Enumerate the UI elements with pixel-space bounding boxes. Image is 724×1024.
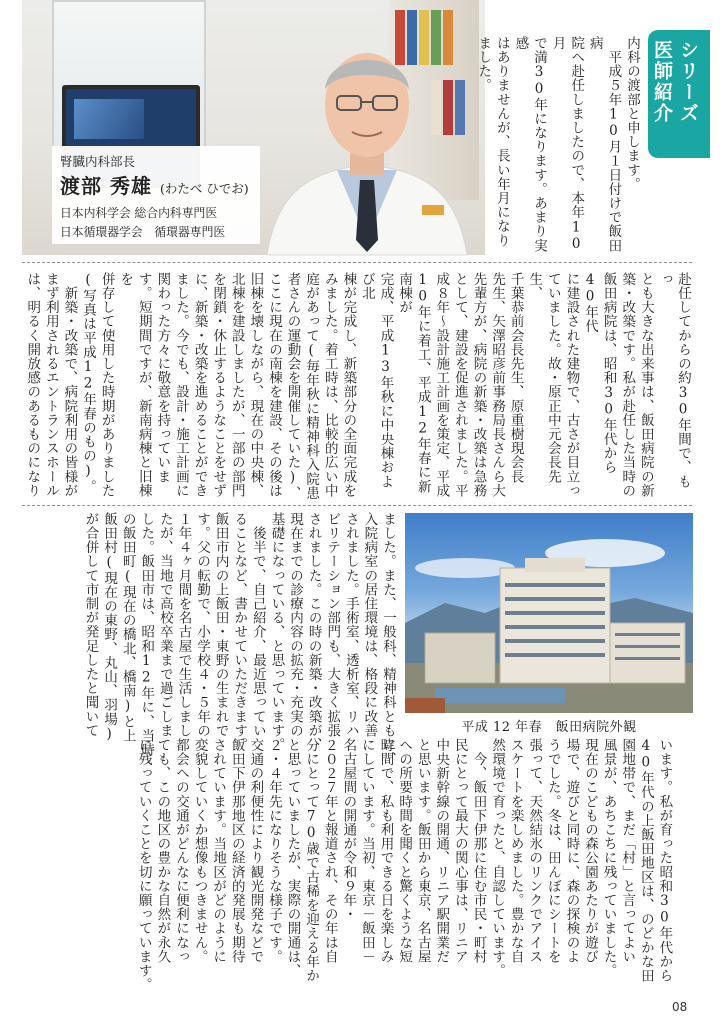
article-text-middle: 赴任してからの約30年間で、もっ とも大きな出来事は、飯田病院の新 築・改築です。私が赴任した当時の 飯田病院は、昭和30年代から40年代 に建設された建物で、古さが目立っ ていました。故・原正中元会長先生、 千葉恭前会長先生、原重樹現会長 先生、矢澤昭彦前事務局長さんら大 先輩方が、病院の新築・改築は急務 として、建設を促進されました。平 成８年～設計施工計画を策定、平成 10年に着工、平成12年春に新南棟が 完成、平成13年秋に中央棟および北 棟が完成し、新築部分の全面完成を みました。着工時は、比較的広い中 庭があって(毎年秋に精神科入院患 者さんの運動会を開催していた)、 ここに現在の南棟を建設、その後は 旧棟を壊しながら、現在の中央棟、 北棟を建設しましたが、一部の部門 を閉鎖・休止するようなことをせず に、新築・改築を進めることができ ました。今でも、設計・施工計画に 関わった方々に敬意を持っていま す。短期間ですが、新南病棟と旧棟を 併存して使用した時期がありました (写真は平成12年春のもの)。 新築・改築で、病院利用の皆様が まず利用されるエントランスホール は、明るく開放感のあるものになり: [24, 272, 691, 501]
series-badge-line2: 医師紹介: [651, 40, 673, 124]
hospital-photo-caption: 平成 12 年春 飯田病院外観: [461, 720, 637, 735]
section-divider: [22, 262, 692, 263]
hospital-exterior-photo: [405, 513, 693, 713]
article-text-bottom-right-wrapper: [135, 738, 692, 993]
doctor-portrait-figure: [252, 30, 482, 255]
page-number: 08: [672, 1000, 688, 1014]
article-text-bottom-right: います。私が育った昭和30年代から 40年代の上飯田地区は、のどかな田 園地帯で、まだ「村」と言ってよい 風景が、あちこちに残っていました。 現在のこどもの森公園あたりが遊び 場で、遊びと同時に、森の探検のよ うでした。冬は、田んぼにシートを 張って、天然結氷のリンクでアイス スケートを楽しめました。豊かな自 然環境で育ったと、自認しています。 今、飯田下伊那に住む市民・町村 民にとって最大の関心事は、リニア 中央新幹線の開通、リニア駅開業だ と思います。飯田から東京、名古屋 への所要時間を聞くと驚くような短 時間で、私も利用できる日を楽しみ にしています。当初、東京－飯田－ 名古屋間の開通が令和９年・ ２０２７年と報道され、その年は自 分にとって70歳で古稀を迎える年か と思っていましたが、実際の開通は、 ２・４年先になりそうな様子です。 交通の利便性により観光開発などで 飯田下伊那地区の経済的発展も期待 されています。当地区がどのように 変貌していくか想像もつきません。 都会への交通がどんなに便利になっ ても、この地区の豊かな自然が永久 に残っていくことを切に願っています。: [135, 738, 673, 992]
article-text-bottom-left: ました。また、一般科、精神科ともに、 入院病室の居住環境は、格段に改善 されました。手術室、透析室、リハ ビリテーション部門も、大きく拡張 されました。この時の新築・改築が、 現在までの診療内容の拡充・充実の 基礎になっている、と思っています。 後半で、自己紹介、最近思ってい ることなど、書かせていただきます。 飯田市内の上飯田・東野の生まれで す。父の転勤で、小学校４・５年の １年４ヶ月間を名古屋で生活しまし たが、当地で高校卒業まで過ごしま した。飯田市は、昭和12年に、当時 の飯田町(現在の橋北、橋南)と上 飯田村(現在の東野、丸山、羽場) が合併して市制が発足したと聞いて: [82, 512, 396, 766]
certification: 日本循環器学会 循環器専門医: [60, 225, 226, 239]
article-text-intro: 内科の渡部と申します。 平成５年10月１日付けで飯田病 院へ赴任しましたので、本年10月 で満30年になります。あまり実感 はありませんが、長い年月になり ました。: [475, 36, 640, 253]
doctor-caption: [52, 146, 260, 244]
series-badge: [648, 30, 710, 158]
doctor-role: 腎臓内科部長: [60, 154, 136, 169]
certification: 日本内科学会 総合内科専門医: [60, 206, 218, 220]
section-divider: [22, 505, 692, 506]
doctor-photo: [22, 0, 485, 255]
doctor-name: 渡部 秀雄 (わたべ ひでお): [60, 174, 249, 198]
series-badge-line1: シリーズ: [677, 40, 699, 124]
doctor-name-reading: (わたべ ひでお): [159, 181, 249, 196]
